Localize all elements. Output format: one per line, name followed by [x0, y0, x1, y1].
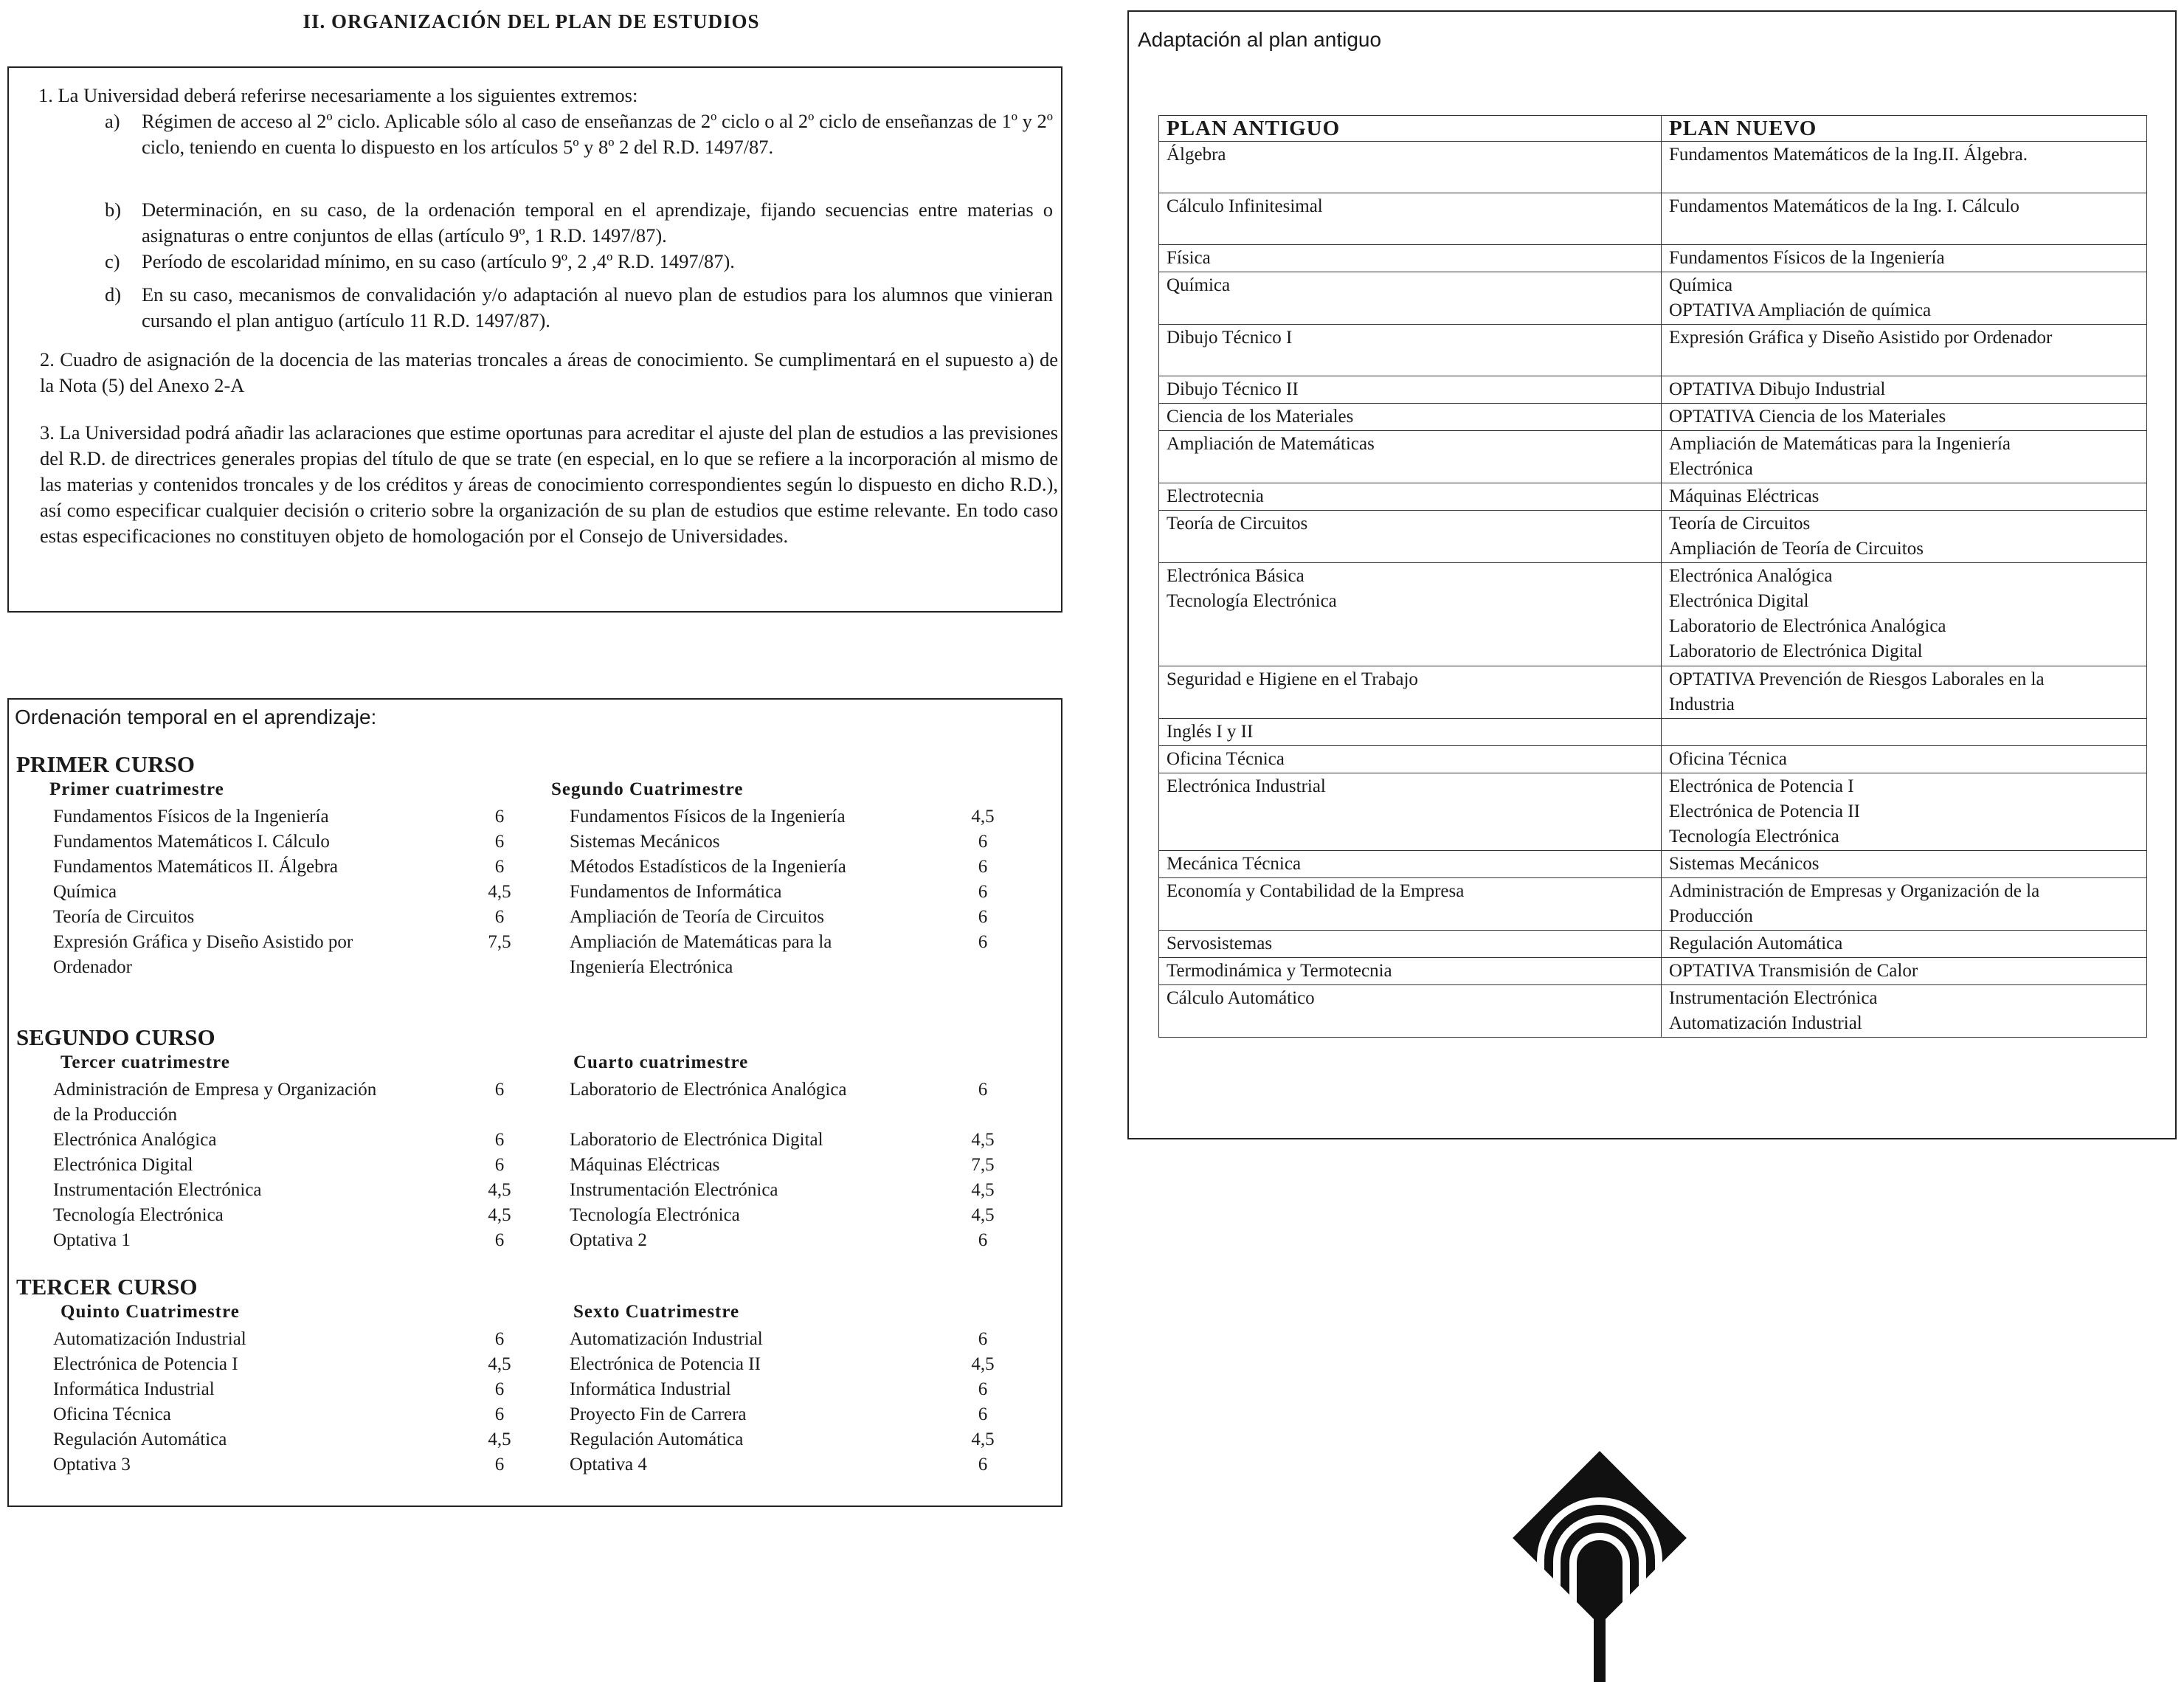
- subject-row: [53, 830, 570, 855]
- semester-title: Tercer cuatrimestre: [61, 1052, 230, 1072]
- cell-plan-nuevo: [1662, 563, 2147, 666]
- cell-plan-nuevo: [1662, 325, 2147, 376]
- cell-line: Máquinas Eléctricas: [1669, 486, 1820, 506]
- subject-row: [570, 1427, 1086, 1452]
- subject-name: Proyecto Fin de Carrera: [570, 1404, 747, 1424]
- cell-plan-antiguo: [1159, 376, 1662, 404]
- note-3: 3. La Universidad podrá añadir las aclaraciones que estime oportunas para acreditar el ajuste del plan de estudios a las previsiones del R.D. de directrices generales propias del título de que se trate (en especial, en lo que se refiere a la incorporación al mismo de las materias y contenidos troncales y de los créditos y áreas de conocimiento correspondientes según lo dispuesto en dicho R.D.), así como especificar cualquier decisión o criterio sobre la organización de su plan de estudios que estime relevante. En todo caso estas especificaciones no constituyen objeto de homologación por el Consejo de Universidades.: [40, 421, 1058, 547]
- cell-plan-nuevo: [1662, 931, 2147, 958]
- table-row: [1159, 483, 2147, 511]
- cell-plan-antiguo: [1159, 245, 1662, 272]
- table-row: [1159, 851, 2147, 878]
- cell-line: Mecánica Técnica: [1167, 854, 1302, 874]
- cell-plan-nuevo: [1662, 878, 2147, 931]
- subject-name: Electrónica de Potencia II: [570, 1354, 761, 1374]
- adaptacion-heading: Adaptación al plan antiguo: [1138, 28, 1382, 51]
- cell-plan-antiguo: [1159, 483, 1662, 511]
- note-item-text: Período de escolaridad mínimo, en su caso (artículo 9º, 2 ,4º R.D. 1497/87).: [142, 250, 735, 272]
- subject-row: [53, 1228, 570, 1253]
- subject-credits: 7,5: [971, 1155, 995, 1175]
- subject-name: Optativa 1: [53, 1230, 131, 1250]
- subject-name: Electrónica de Potencia I: [53, 1354, 238, 1374]
- cell-line: Electrónica Digital: [1669, 591, 1809, 611]
- subject-row: [570, 1228, 1086, 1253]
- cell-line: Sistemas Mecánicos: [1669, 854, 1820, 874]
- cell-line: OPTATIVA Ampliación de química: [1669, 300, 1932, 320]
- cell-line: Dibujo Técnico II: [1167, 379, 1299, 399]
- cell-line: Fundamentos Físicos de la Ingeniería: [1669, 248, 1945, 268]
- table-row: [1159, 773, 2147, 851]
- cell-plan-antiguo: [1159, 666, 1662, 719]
- subject-credits: 6: [978, 907, 988, 927]
- note-item-text: En su caso, mecanismos de convalidación y/o adaptación al nuevo plan de estudios para los alumnos que vinieran cursando el plan antiguo (artículo 11 R.D. 1497/87).: [142, 283, 1053, 331]
- subject-name: Fundamentos Matemáticos II. Álgebra: [53, 857, 339, 877]
- cell-line: Dibujo Técnico I: [1167, 328, 1293, 348]
- subject-name-cont: Ordenador: [53, 957, 132, 977]
- subject-credits: 6: [978, 857, 988, 877]
- subject-name: Laboratorio de Electrónica Digital: [570, 1130, 823, 1150]
- adaptacion-box: [1127, 10, 2177, 1139]
- cell-plan-antiguo: [1159, 563, 1662, 666]
- cell-line: Servosistemas: [1167, 934, 1273, 953]
- note-item-label: d): [105, 283, 122, 306]
- cell-line: Producción: [1669, 906, 1753, 926]
- cell-plan-antiguo: [1159, 719, 1662, 746]
- cell-line: Electrónica: [1669, 459, 1753, 479]
- subject-row: [53, 905, 570, 930]
- subject-name: Expresión Gráfica y Diseño Asistido por: [53, 932, 353, 952]
- subject-name: Ampliación de Matemáticas para la: [570, 932, 832, 952]
- subject-credits: 6: [978, 1404, 988, 1424]
- subject-row: [53, 1452, 570, 1477]
- subject-credits: 6: [494, 832, 505, 852]
- semester-title: Segundo Cuatrimestre: [551, 779, 744, 799]
- cell-line: Ampliación de Matemáticas: [1167, 434, 1375, 454]
- note-item-label: c): [105, 250, 120, 272]
- table-row: [1159, 404, 2147, 431]
- subject-credits: 6: [978, 932, 988, 952]
- subject-row: [53, 930, 570, 980]
- cell-plan-antiguo: [1159, 325, 1662, 376]
- subject-row: [570, 1452, 1086, 1477]
- note-2: 2. Cuadro de asignación de la docencia de las materias troncales a áreas de conocimiento. Se cumplimentará en el supuesto a) de la Nota (5) del Anexo 2-A: [40, 348, 1058, 396]
- subject-name: Informática Industrial: [570, 1379, 731, 1399]
- subject-row: [53, 1377, 570, 1402]
- subject-name: Oficina Técnica: [53, 1404, 171, 1424]
- subject-name: Teoría de Circuitos: [53, 907, 195, 927]
- cell-line: Álgebra: [1167, 145, 1226, 165]
- table-row: [1159, 431, 2147, 483]
- subject-row: [53, 1203, 570, 1228]
- cell-line: Inglés I y II: [1167, 722, 1254, 742]
- note-item-text: Determinación, en su caso, de la ordenación temporal en el aprendizaje, fijando secuencias entre materias o asignaturas o entre conjuntos de ellas (artículo 9º, 1 R.D. 1497/87).: [142, 199, 1053, 246]
- table-row: [1159, 193, 2147, 245]
- cell-line: Laboratorio de Electrónica Analógica: [1669, 616, 1946, 636]
- subject-row: [570, 1128, 1086, 1153]
- semester-title: Sexto Cuatrimestre: [573, 1302, 740, 1322]
- subject-credits: 4,5: [971, 1130, 995, 1150]
- subject-name: Regulación Automática: [570, 1429, 744, 1449]
- cell-plan-antiguo: [1159, 142, 1662, 193]
- table-row: [1159, 376, 2147, 404]
- note-item-text: Régimen de acceso al 2º ciclo. Aplicable sólo al caso de enseñanzas de 2º ciclo o al 2º ciclo de enseñanzas de 1º y 2º ciclo, teniendo en cuenta lo dispuesto en los artículos 5º y 8º 2 del R.D. 1497/87.: [142, 110, 1053, 158]
- subject-row: [53, 1327, 570, 1352]
- subject-row: [570, 1077, 1086, 1103]
- note-item-label: a): [105, 110, 120, 132]
- subject-credits: 4,5: [971, 1354, 995, 1374]
- course-title: PRIMER CURSO: [16, 751, 195, 777]
- subject-credits: 4,5: [488, 882, 511, 902]
- university-logo-icon: [1511, 1449, 1688, 1686]
- cell-plan-nuevo: [1662, 719, 2147, 746]
- table-row: [1159, 719, 2147, 746]
- cell-plan-nuevo: [1662, 666, 2147, 719]
- cell-plan-antiguo: [1159, 746, 1662, 773]
- cell-plan-nuevo: [1662, 851, 2147, 878]
- subject-row: [570, 1203, 1086, 1228]
- cell-plan-nuevo: [1662, 142, 2147, 193]
- cell-plan-nuevo: [1662, 483, 2147, 511]
- cell-line: Electrotecnia: [1167, 486, 1264, 506]
- cell-plan-nuevo: [1662, 272, 2147, 325]
- cell-plan-nuevo: [1662, 431, 2147, 483]
- column-header-old: PLAN ANTIGUO: [1159, 116, 1662, 142]
- cell-line: Administración de Empresas y Organización de la: [1669, 881, 2040, 901]
- cell-plan-nuevo: [1662, 376, 2147, 404]
- course-title: TERCER CURSO: [16, 1274, 198, 1300]
- cell-plan-nuevo: [1662, 193, 2147, 245]
- subject-row: [53, 1402, 570, 1427]
- note-item-label: b): [105, 199, 122, 221]
- table-row: [1159, 272, 2147, 325]
- subject-row: [570, 804, 1086, 830]
- cell-line: Tecnología Electrónica: [1669, 827, 1839, 846]
- cell-line: OPTATIVA Transmisión de Calor: [1669, 961, 1918, 981]
- subject-credits: 6: [494, 1080, 505, 1100]
- cell-line: Ampliación de Teoría de Circuitos: [1669, 539, 1924, 559]
- cell-line: Tecnología Electrónica: [1167, 591, 1337, 611]
- cell-plan-nuevo: [1662, 958, 2147, 985]
- subject-row: [570, 1178, 1086, 1203]
- subject-name: Química: [53, 882, 117, 902]
- subject-name: Fundamentos Matemáticos I. Cálculo: [53, 832, 330, 852]
- subject-row: [53, 1352, 570, 1377]
- subject-credits: 6: [494, 807, 505, 827]
- semester-title: Primer cuatrimestre: [49, 779, 224, 799]
- subject-credits: 6: [978, 1455, 988, 1475]
- subject-row: [570, 1377, 1086, 1402]
- table-row: [1159, 746, 2147, 773]
- subject-credits: 4,5: [971, 1205, 995, 1225]
- subject-row: [570, 1402, 1086, 1427]
- subject-row: [53, 855, 570, 880]
- cell-line: Química: [1167, 275, 1231, 295]
- subject-row: [570, 905, 1086, 930]
- subject-credits: 6: [978, 1379, 988, 1399]
- subject-name: Métodos Estadísticos de la Ingeniería: [570, 857, 846, 877]
- course-title: SEGUNDO CURSO: [16, 1024, 215, 1050]
- subject-credits: 7,5: [488, 932, 511, 952]
- adaptation-table-body: [1159, 142, 2147, 1038]
- cell-line: Industria: [1669, 694, 1735, 714]
- cell-line: Economía y Contabilidad de la Empresa: [1167, 881, 1465, 901]
- subject-name: Administración de Empresa y Organización: [53, 1080, 377, 1100]
- subject-credits: 4,5: [488, 1429, 511, 1449]
- table-row: [1159, 958, 2147, 985]
- subject-credits: 6: [494, 857, 505, 877]
- cell-plan-antiguo: [1159, 431, 1662, 483]
- table-row: [1159, 511, 2147, 563]
- cell-line: Química: [1669, 275, 1733, 295]
- cell-line: Electrónica de Potencia II: [1669, 801, 1860, 821]
- cell-plan-nuevo: [1662, 773, 2147, 851]
- cell-line: Instrumentación Electrónica: [1669, 988, 1878, 1008]
- cell-plan-antiguo: [1159, 272, 1662, 325]
- subject-row: [53, 804, 570, 830]
- subject-credits: 6: [494, 1230, 505, 1250]
- subject-name: Electrónica Analógica: [53, 1130, 217, 1150]
- subject-name: Tecnología Electrónica: [53, 1205, 224, 1225]
- cell-line: OPTATIVA Ciencia de los Materiales: [1669, 407, 1946, 427]
- cell-line: Teoría de Circuitos: [1167, 514, 1308, 534]
- table-row: [1159, 878, 2147, 931]
- table-row: [1159, 142, 2147, 193]
- subject-credits: 4,5: [488, 1354, 511, 1374]
- cell-plan-nuevo: [1662, 985, 2147, 1038]
- subject-credits: 6: [494, 1455, 505, 1475]
- cell-plan-antiguo: [1159, 404, 1662, 431]
- subject-name: Instrumentación Electrónica: [53, 1180, 262, 1200]
- subject-name: Laboratorio de Electrónica Analógica: [570, 1080, 847, 1100]
- subject-credits: 6: [978, 1329, 988, 1349]
- subject-name: Electrónica Digital: [53, 1155, 193, 1175]
- subject-name: Automatización Industrial: [53, 1329, 246, 1349]
- cell-line: Física: [1167, 248, 1211, 268]
- cell-line: Fundamentos Matemáticos de la Ing.II. Álgebra.: [1669, 145, 2028, 165]
- cell-line: Electrónica Básica: [1167, 566, 1304, 586]
- cell-plan-nuevo: [1662, 746, 2147, 773]
- subject-row: [53, 1153, 570, 1178]
- table-row: [1159, 985, 2147, 1038]
- adaptation-table: [1158, 115, 2147, 1038]
- subject-name: Fundamentos Físicos de la Ingeniería: [53, 807, 329, 827]
- subject-name: Optativa 3: [53, 1455, 131, 1475]
- subject-name: Tecnología Electrónica: [570, 1205, 740, 1225]
- notes-box: [7, 66, 1062, 613]
- table-row: [1159, 563, 2147, 666]
- cell-line: Cálculo Automático: [1167, 988, 1315, 1008]
- subject-row: [53, 1128, 570, 1153]
- cell-plan-nuevo: [1662, 245, 2147, 272]
- cell-line: Electrónica de Potencia I: [1669, 776, 1854, 796]
- subject-credits: 6: [494, 1404, 505, 1424]
- subject-name: Informática Industrial: [53, 1379, 215, 1399]
- cell-line: Automatización Industrial: [1669, 1013, 1862, 1033]
- note-item-b: [105, 197, 1053, 249]
- cell-plan-antiguo: [1159, 851, 1662, 878]
- cell-line: Teoría de Circuitos: [1669, 514, 1811, 534]
- note-item-a: [105, 108, 1053, 160]
- subject-name: Ampliación de Teoría de Circuitos: [570, 907, 824, 927]
- subject-credits: 4,5: [488, 1205, 511, 1225]
- subject-credits: 6: [494, 1155, 505, 1175]
- cell-line: Electrónica Analógica: [1669, 566, 1833, 586]
- subject-name: Regulación Automática: [53, 1429, 227, 1449]
- subject-name: Optativa 4: [570, 1455, 647, 1475]
- table-row: [1159, 931, 2147, 958]
- cell-line: OPTATIVA Prevención de Riesgos Laborales en la: [1669, 669, 2045, 689]
- ordenacion-heading: Ordenación temporal en el aprendizaje:: [15, 706, 377, 728]
- subject-credits: 4,5: [971, 1429, 995, 1449]
- cell-plan-antiguo: [1159, 931, 1662, 958]
- cell-line: Cálculo Infinitesimal: [1167, 196, 1323, 216]
- subject-name: Instrumentación Electrónica: [570, 1180, 778, 1200]
- semester-title: Quinto Cuatrimestre: [61, 1302, 240, 1322]
- cell-line: Ampliación de Matemáticas para la Ingeniería: [1669, 434, 2011, 454]
- cell-plan-antiguo: [1159, 193, 1662, 245]
- subject-credits: 6: [494, 907, 505, 927]
- subject-credits: 4,5: [971, 1180, 995, 1200]
- cell-line: Electrónica Industrial: [1167, 776, 1326, 796]
- subject-name: Automatización Industrial: [570, 1329, 763, 1349]
- subject-row: [53, 1077, 570, 1128]
- cell-line: Expresión Gráfica y Diseño Asistido por Ordenador: [1669, 328, 2053, 348]
- subject-row: [570, 1352, 1086, 1377]
- subject-credits: 6: [978, 1080, 988, 1100]
- cell-plan-antiguo: [1159, 878, 1662, 931]
- cell-plan-antiguo: [1159, 958, 1662, 985]
- subject-row: [53, 1427, 570, 1452]
- subject-name-cont: de la Producción: [53, 1105, 178, 1125]
- subject-name: Optativa 2: [570, 1230, 647, 1250]
- cell-plan-antiguo: [1159, 511, 1662, 563]
- cell-plan-nuevo: [1662, 404, 2147, 431]
- table-header-row: [1159, 116, 2147, 142]
- cell-line: Ciencia de los Materiales: [1167, 407, 1354, 427]
- cell-plan-nuevo: [1662, 511, 2147, 563]
- cell-plan-antiguo: [1159, 773, 1662, 851]
- subject-credits: 6: [494, 1329, 505, 1349]
- subject-name: Fundamentos Físicos de la Ingeniería: [570, 807, 846, 827]
- cell-plan-antiguo: [1159, 985, 1662, 1038]
- cell-line: OPTATIVA Dibujo Industrial: [1669, 379, 1886, 399]
- subject-row: [570, 1327, 1086, 1352]
- subject-row: [53, 1178, 570, 1203]
- semester-title: Cuarto cuatrimestre: [573, 1052, 749, 1072]
- subject-name: Fundamentos de Informática: [570, 882, 782, 902]
- subject-credits: 4,5: [488, 1180, 511, 1200]
- cell-line: Fundamentos Matemáticos de la Ing. I. Cálculo: [1669, 196, 2019, 216]
- cell-line: Seguridad e Higiene en el Trabajo: [1167, 669, 1418, 689]
- subject-credits: 6: [978, 1230, 988, 1250]
- note-item-d: [105, 282, 1053, 334]
- table-row: [1159, 325, 2147, 376]
- table-row: [1159, 666, 2147, 719]
- cell-line: Termodinámica y Termotecnia: [1167, 961, 1392, 981]
- subject-row: [570, 880, 1086, 905]
- cell-line: Laboratorio de Electrónica Digital: [1669, 641, 1923, 661]
- cell-line: Regulación Automática: [1669, 934, 1843, 953]
- page-title: II. ORGANIZACIÓN DEL PLAN DE ESTUDIOS: [303, 10, 760, 32]
- table-row: [1159, 245, 2147, 272]
- subject-credits: 6: [494, 1130, 505, 1150]
- subject-row: [53, 880, 570, 905]
- ordenacion-box: [7, 698, 1062, 1507]
- subject-row: [570, 1153, 1086, 1178]
- subject-credits: 6: [494, 1379, 505, 1399]
- note-item-c: [105, 249, 1053, 275]
- subject-credits: 4,5: [971, 807, 995, 827]
- subject-row: [570, 830, 1086, 855]
- column-header-new: PLAN NUEVO: [1662, 116, 2147, 142]
- subject-name: Máquinas Eléctricas: [570, 1155, 720, 1175]
- subject-row: [570, 855, 1086, 880]
- subject-row: [570, 930, 1086, 980]
- subject-name-cont: Ingeniería Electrónica: [570, 957, 733, 977]
- cell-line: Oficina Técnica: [1669, 749, 1787, 769]
- note-1-intro: 1. La Universidad deberá referirse necesariamente a los siguientes extremos:: [38, 84, 638, 106]
- subject-credits: 6: [978, 882, 988, 902]
- cell-line: Oficina Técnica: [1167, 749, 1285, 769]
- subject-name: Sistemas Mecánicos: [570, 832, 720, 852]
- subject-credits: 6: [978, 832, 988, 852]
